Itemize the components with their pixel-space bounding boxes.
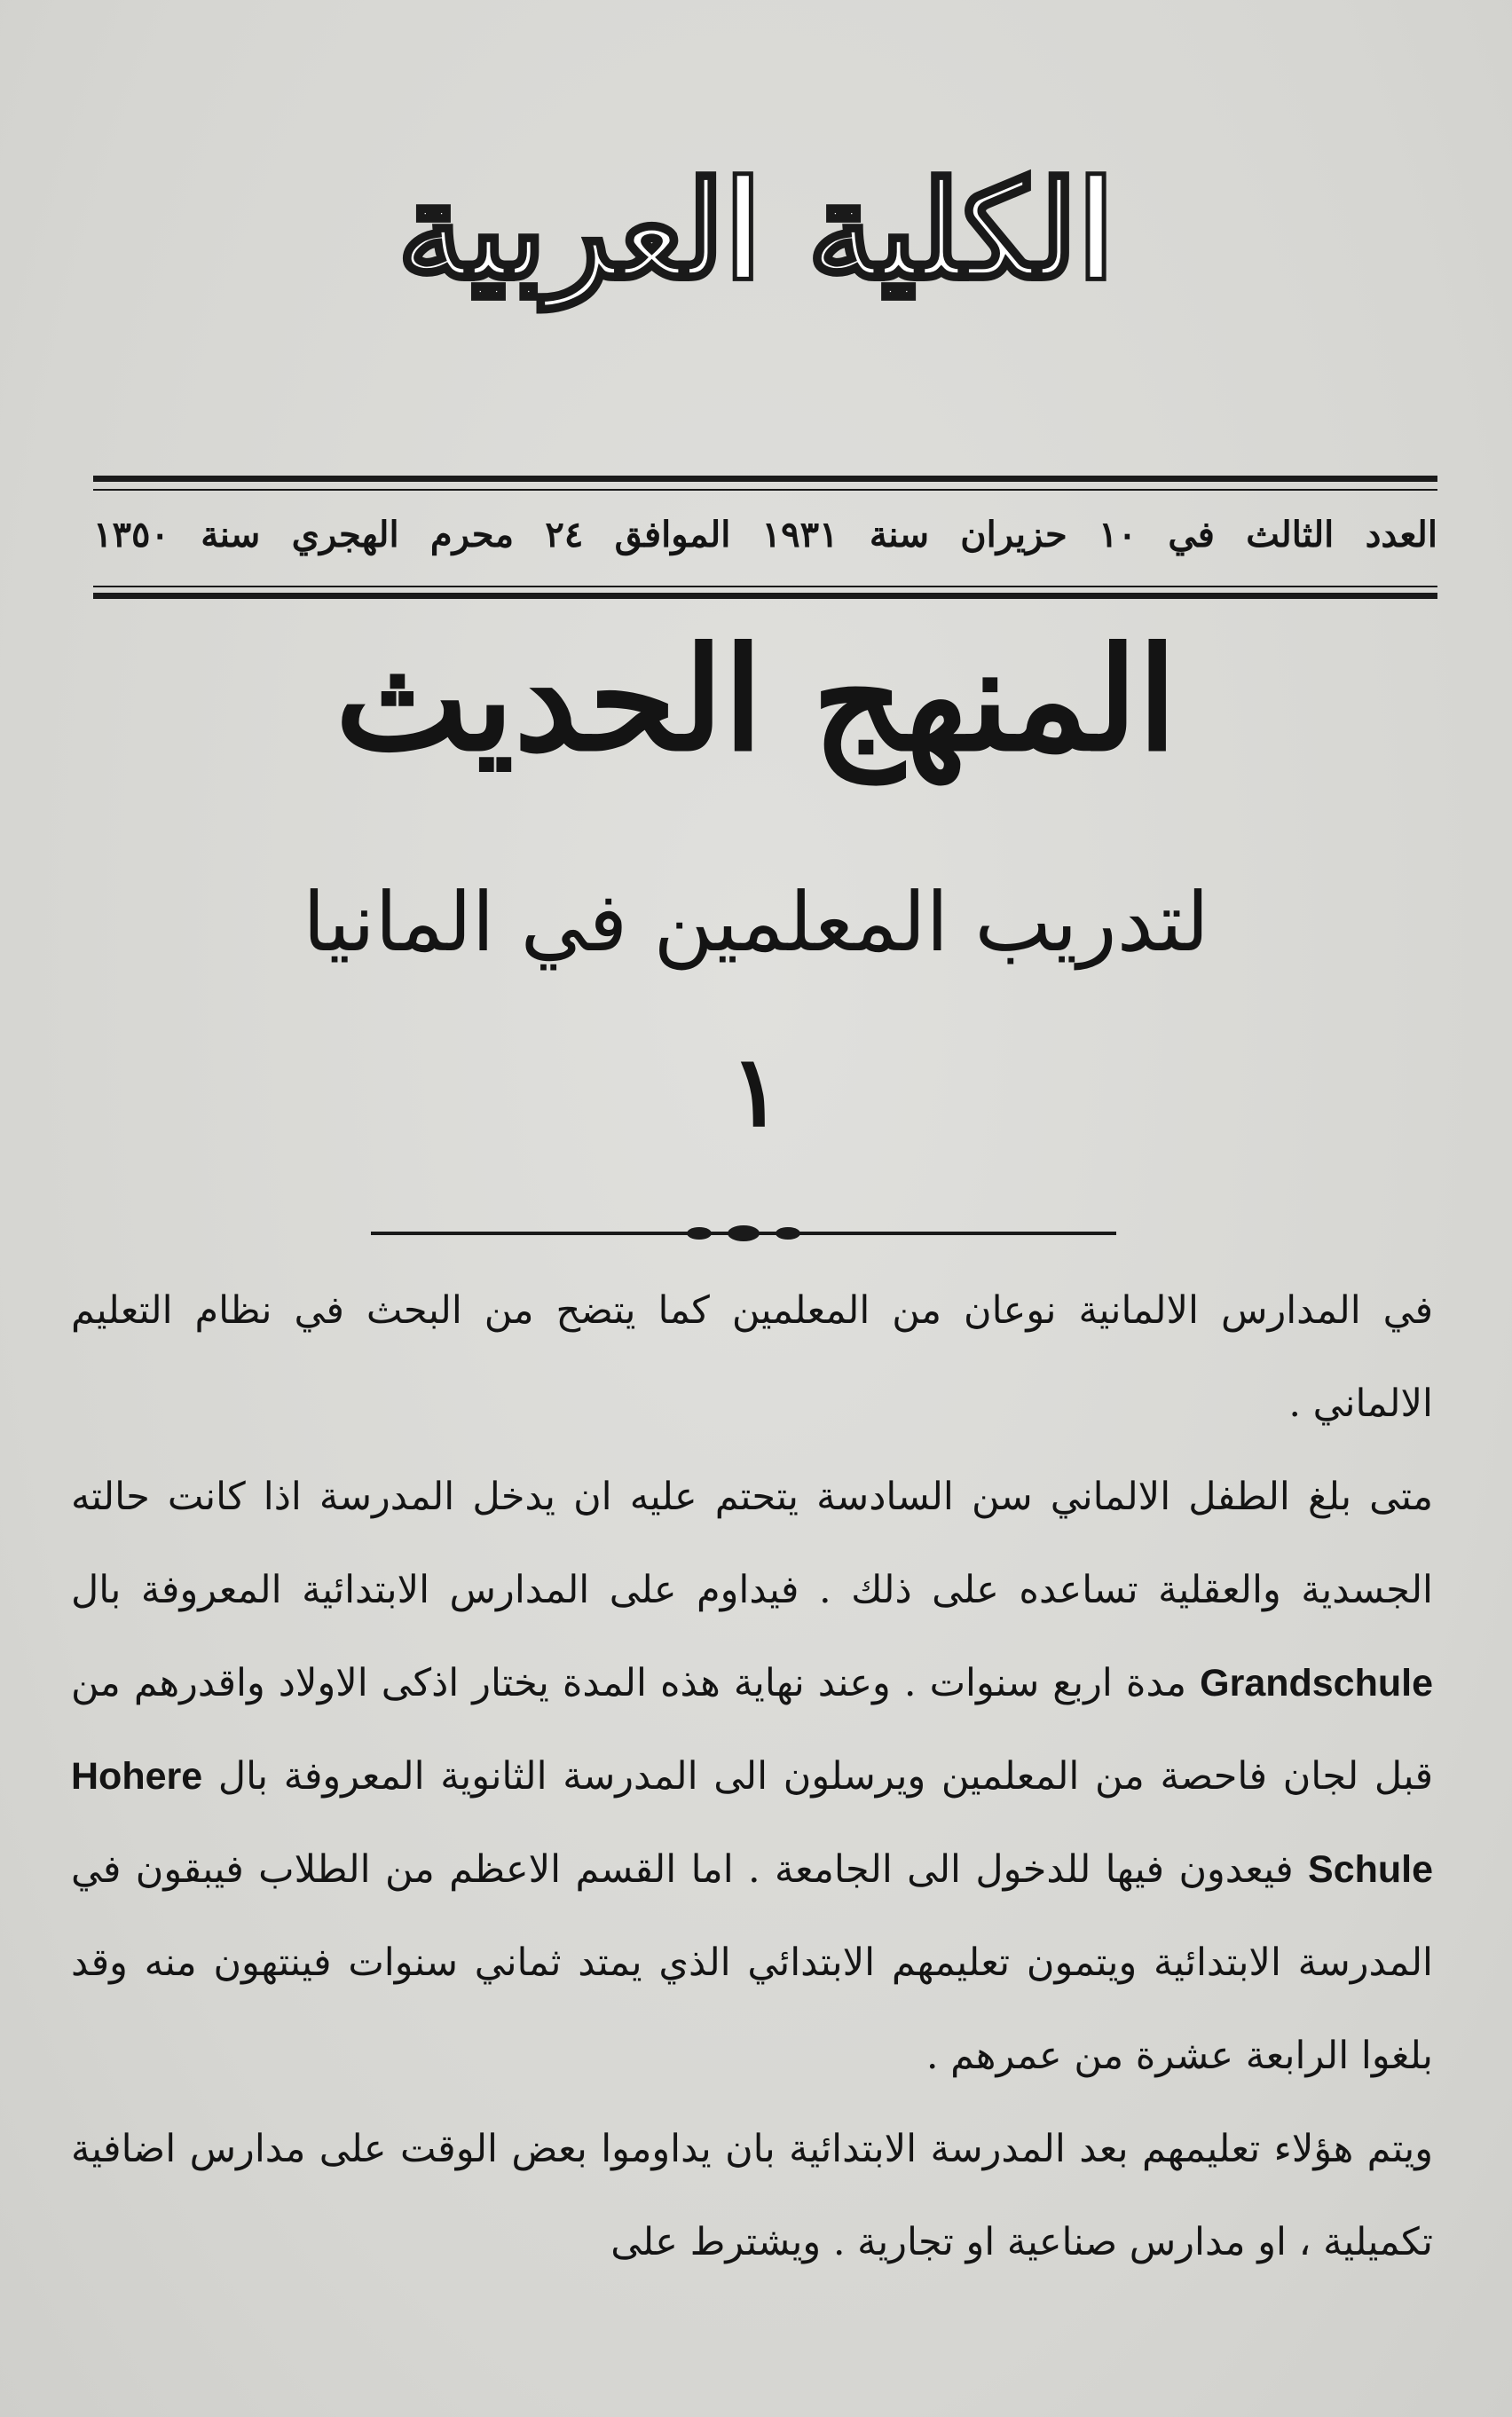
body-paragraph-2-part-b: مدة اربع سنوات . وعند نهاية هذه المدة يختار اذكى الاولاد واقدرهم من قبل لجان فاحصة من المعلمين ويرسلون الى المدرسة الثانوية المعروفة بال — [71, 1661, 1433, 1799]
body-paragraph-2 — [71, 1451, 1433, 2103]
term-hohere-schule: Hohere Schule — [71, 1755, 1434, 1891]
article-title: المنهج الحديث — [335, 616, 1177, 783]
rule-bottom-thick — [93, 593, 1437, 599]
article-part-number: ١ — [729, 1034, 783, 1148]
body-paragraph-2-part-a: متى بلغ الطفل الالماني سن السادسة يتحتم عليه ان يدخل المدرسة اذا كانت حالته الجسدية والعقلية تساعده على ذلك . فيداوم على المدارس الابتدائية المعروفة بال — [71, 1475, 1433, 1612]
body-paragraph-1: في المدارس الالمانية نوعان من المعلمين كما يتضح من البحث في نظام التعليم الالماني . — [71, 1288, 1433, 1426]
masthead-title: الكلية العربية — [398, 153, 1114, 309]
rule-top-thin — [93, 489, 1437, 491]
ornamental-divider — [371, 1223, 1116, 1244]
issue-date-line: العدد الثالث في ١٠ حزيران سنة ١٩٣١ الموافق ٢٤ محرم الهجري سنة ١٣٥٠ — [93, 514, 1437, 555]
body-paragraph-3: ويتم هؤلاء تعليمهم بعد المدرسة الابتدائية بان يداوموا بعض الوقت على مدارس اضافية تكميلية ، او مدارس صناعية او تجارية . ويشترط على — [71, 2127, 1433, 2264]
rule-top-thick — [93, 476, 1437, 482]
article-subtitle: لتدريب المعلمين في المانيا — [303, 875, 1209, 970]
body-paragraph-2-part-c: فيعدون فيها للدخول الى الجامعة . اما القسم الاعظم من الطلاب فيبقون في المدرسة الابتدائية ويتمون تعليمهم الابتدائي الذي يمتد ثماني سنوات فينتهون منه وقد بلغوا الرابعة عشرة من عمرهم . — [71, 1847, 1433, 2078]
term-grandschule: Grandschule — [1200, 1662, 1433, 1704]
rule-bottom-thin — [93, 586, 1437, 587]
masthead — [0, 98, 1512, 364]
article-body — [71, 1264, 1433, 2289]
